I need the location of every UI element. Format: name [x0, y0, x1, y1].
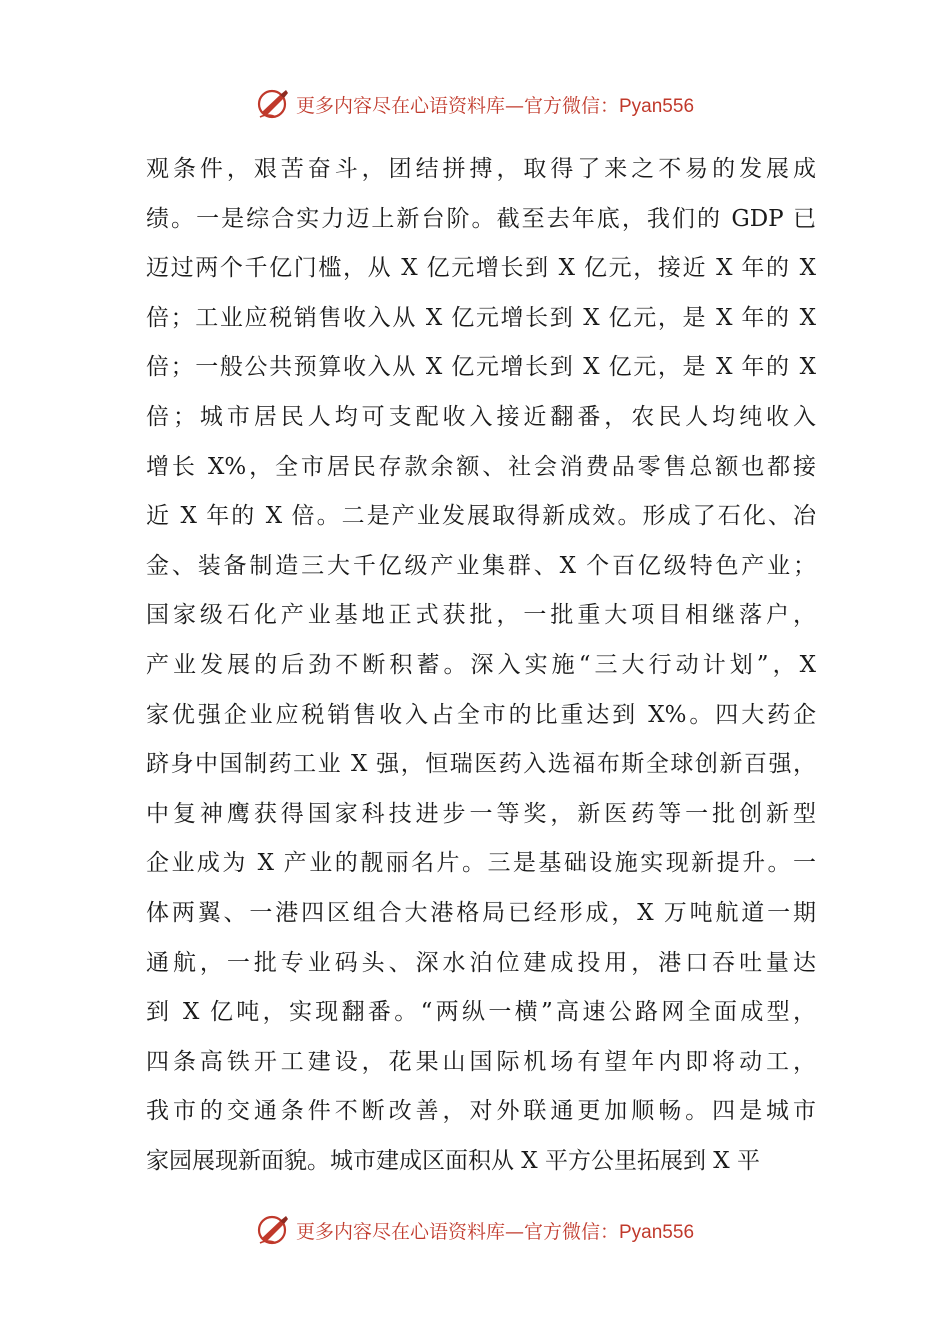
text-line: 我市的交通条件不断改善，对外联通更加顺畅。四是城市: [146, 1098, 816, 1125]
text-line: 国家级石化产业基地正式获批，一批重大项目相继落户，: [146, 602, 816, 629]
text-line: 企业成为 X 产业的靓丽名片。三是基础设施实现新提升。一: [146, 850, 816, 877]
pen-logo-icon: [256, 86, 292, 122]
header-banner: [0, 84, 950, 124]
text-line: 四条高铁开工建设，花果山国际机场有望年内即将动工，: [146, 1048, 816, 1075]
text-line: 观条件，艰苦奋斗，团结拼搏，取得了来之不易的发展成: [146, 156, 816, 182]
text-line: 倍；工业应税销售收入从 X 亿元增长到 X 亿元，是 X 年的 X: [146, 304, 816, 331]
text-line: 倍；一般公共预算收入从 X 亿元增长到 X 亿元，是 X 年的 X: [146, 354, 816, 381]
text-line: 通航，一批专业码头、深水泊位建成投用，港口吞吐量达: [146, 949, 816, 976]
text-line: 家园展现新面貌。城市建成区面积从 X 平方公里拓展到 X 平: [146, 1147, 760, 1174]
text-line: 绩。一是综合实力迈上新台阶。截至去年底，我们的 GDP 已: [146, 205, 816, 232]
document-body: [146, 145, 816, 1186]
text-line: 近 X 年的 X 倍。二是产业发展取得新成效。形成了石化、冶: [146, 503, 816, 530]
text-line: 跻身中国制药工业 X 强，恒瑞医药入选福布斯全球创新百强，: [146, 751, 816, 778]
text-line: 增长 X%，全市居民存款余额、社会消费品零售总额也都接: [146, 453, 816, 480]
text-line: 迈过两个千亿门槛，从 X 亿元增长到 X 亿元，接近 X 年的 X: [146, 255, 816, 282]
text-line: 倍；城市居民人均可支配收入接近翻番，农民人均纯收入: [146, 403, 816, 430]
banner-text: [296, 1217, 694, 1244]
banner-wechat-text: 官方微信：Pyan556: [524, 95, 695, 117]
text-line: 金、装备制造三大千亿级产业集群、X 个百亿级特色产业；: [146, 552, 816, 579]
text-line: 中复神鹰获得国家科技进步一等奖，新医药等一批创新型: [146, 800, 816, 827]
banner-wechat-text: 官方微信：Pyan556: [524, 1221, 695, 1243]
text-line: 家优强企业应税销售收入占全市的比重达到 X%。四大药企: [146, 701, 816, 728]
banner-text: [296, 91, 694, 118]
pen-logo-icon: [256, 1212, 292, 1248]
text-line: 体两翼、一港四区组合大港格局已经形成，X 万吨航道一期: [146, 899, 816, 926]
text-line: 产业发展的后劲不断积蓄。深入实施“三大行动计划”，X: [146, 651, 816, 678]
banner-site-text: 更多内容尽在心语资料库: [295, 1220, 505, 1243]
footer-banner: [0, 1210, 950, 1250]
banner-site-text: 更多内容尽在心语资料库: [295, 94, 505, 117]
banner-separator: —: [505, 1220, 524, 1243]
text-line: 到 X 亿吨，实现翻番。“两纵一横”高速公路网全面成型，: [146, 999, 816, 1026]
banner-separator: —: [505, 94, 524, 117]
